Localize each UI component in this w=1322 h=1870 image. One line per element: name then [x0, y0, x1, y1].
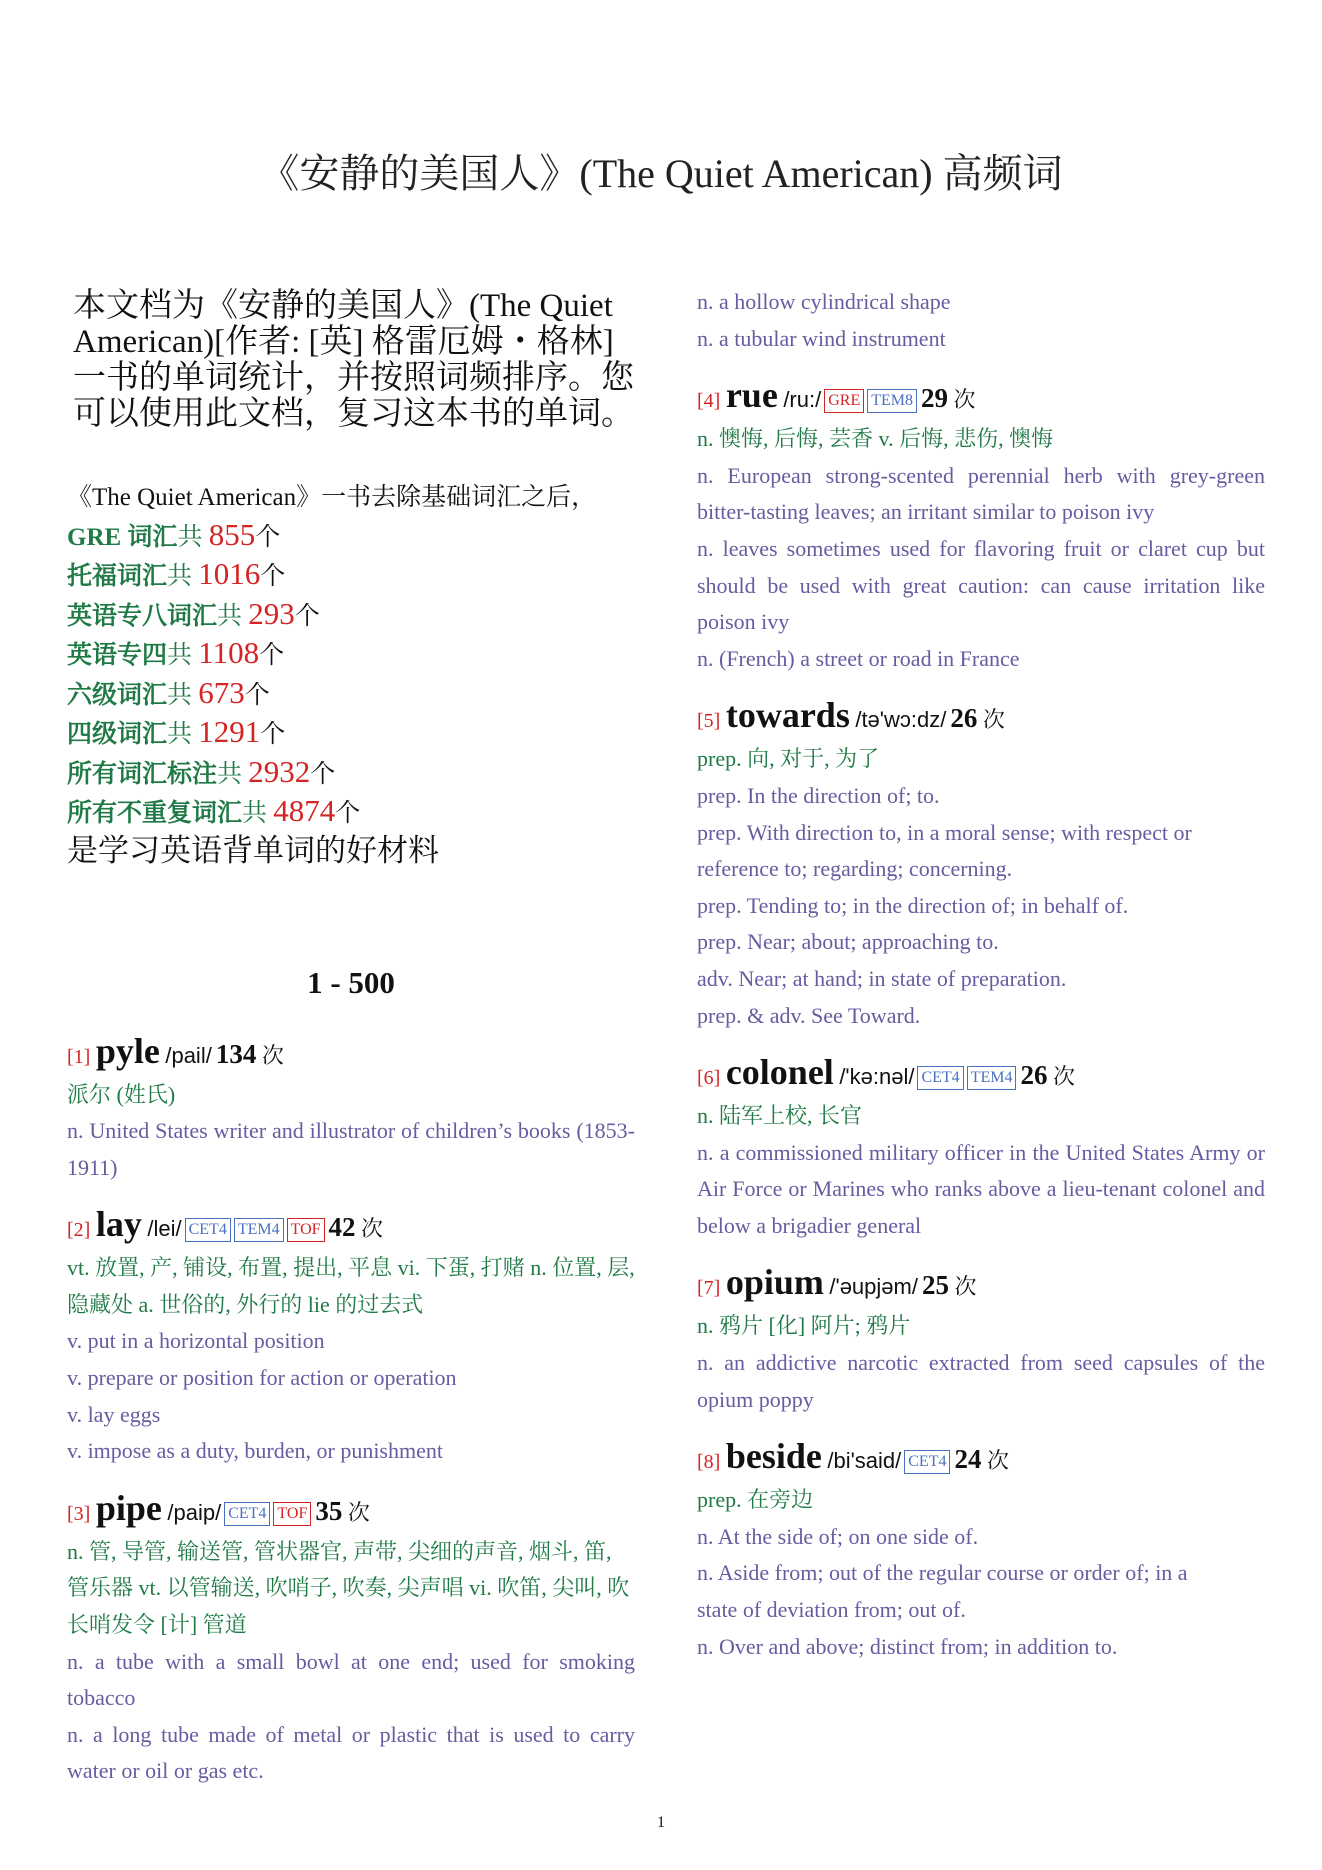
frequency-count: 134	[215, 1038, 257, 1069]
english-definition: n. Over and above; distinct from; in addition to.	[697, 1633, 1118, 1659]
entry-index: [2]	[67, 1219, 91, 1242]
chinese-definition: n. 陆军上校, 长官	[697, 1103, 863, 1129]
entry-index: [1]	[67, 1045, 91, 1068]
stat-label: 六级词汇	[67, 681, 168, 709]
english-definition: n. a hollow cylindrical shape	[697, 289, 951, 314]
english-definition: n. a long tube made of metal or plastic that is used to carry water or oil or gas etc.	[67, 1721, 635, 1784]
word-entry	[697, 1052, 1265, 1244]
headword: colonel	[725, 1052, 834, 1093]
stat-row	[67, 635, 635, 675]
english-definition: v. lay eggs	[67, 1401, 161, 1427]
chinese-definition: vt. 放置, 产, 铺设, 布置, 提出, 平息 vi. 下蛋, 打赌 n. 位置, 层, 隐藏处 a. 世俗的, 外行的 lie 的过去式	[67, 1255, 635, 1317]
entry-index: [7]	[697, 1277, 721, 1300]
stat-connector: 共	[167, 721, 199, 748]
english-definition: state of deviation from; out of.	[697, 1597, 966, 1623]
stat-connector: 共	[167, 642, 199, 669]
stat-row	[67, 596, 635, 636]
stat-count: 673	[198, 674, 245, 710]
entry-index: [4]	[697, 390, 721, 413]
entry-index: [5]	[697, 710, 721, 733]
word-entry	[697, 695, 1265, 1034]
stat-connector: 共	[177, 523, 209, 551]
english-definition: reference to; regarding; concerning.	[697, 856, 1013, 882]
chinese-definition: n. 懊悔, 后悔, 芸香 v. 后悔, 悲伤, 懊悔	[697, 426, 1054, 452]
entry-header	[67, 1204, 635, 1250]
chinese-definition: prep. 向, 对于, 为了	[697, 746, 880, 772]
frequency-count: 35	[315, 1495, 343, 1526]
frequency-count: 42	[328, 1212, 356, 1243]
english-definition: n. a commissioned military officer in the United States Army or Air Force or Marines who ranks above a lieu-tenant colonel and below a brigadier general	[697, 1139, 1265, 1238]
stat-row	[67, 793, 635, 833]
word-entry	[697, 1262, 1265, 1418]
entry-header	[697, 375, 1265, 421]
english-definition: n. United States writer and illustrator of children’s books (1853-1911)	[67, 1118, 635, 1180]
stat-unit: 个	[335, 800, 361, 827]
english-definition: v. put in a horizontal position	[67, 1328, 325, 1354]
continuation-definitions	[697, 284, 1265, 357]
stat-connector: 共	[217, 602, 249, 630]
frequency-unit: 次	[1052, 1064, 1075, 1090]
english-definition: prep. & adv. See Toward.	[697, 1002, 921, 1028]
stats-block	[67, 480, 635, 869]
frequency-unit: 次	[953, 387, 976, 413]
stat-unit: 个	[259, 642, 285, 669]
exam-tag: CET4	[185, 1218, 231, 1242]
stat-count: 1016	[198, 556, 261, 591]
exam-tag: CET4	[917, 1066, 963, 1090]
frequency-count: 26	[1020, 1060, 1048, 1091]
phonetic: /lei/	[147, 1216, 182, 1242]
headword: pyle	[95, 1030, 160, 1071]
entry-header	[67, 1488, 635, 1534]
left-column	[67, 282, 635, 1808]
stat-unit: 个	[244, 681, 270, 709]
english-definition: n. Aside from; out of the regular course or order of; in a	[697, 1560, 1188, 1586]
phonetic: /'əupjəm/	[829, 1274, 918, 1300]
chinese-definition: prep. 在旁边	[697, 1487, 814, 1513]
english-definition: prep. With direction to, in a moral sense; with respect or	[697, 819, 1192, 845]
exam-tag: TEM4	[234, 1218, 284, 1242]
frequency-unit: 次	[986, 1448, 1009, 1474]
word-entry	[697, 1436, 1265, 1665]
stat-connector: 共	[167, 681, 199, 709]
english-definition: prep. Tending to; in the direction of; in behalf of.	[697, 892, 1129, 918]
entry-header	[697, 1436, 1265, 1482]
right-column	[697, 284, 1265, 1683]
stat-row	[67, 754, 635, 794]
page-number: 1	[657, 1814, 665, 1831]
word-entry	[67, 1204, 635, 1470]
stat-count: 2932	[248, 753, 311, 789]
phonetic: /pail/	[165, 1042, 212, 1068]
stat-unit: 个	[255, 523, 281, 551]
stat-label: 所有不重复词汇	[67, 800, 243, 827]
phonetic: /paip/	[167, 1499, 222, 1525]
entries-left	[67, 1031, 635, 1791]
english-definition: v. prepare or position for action or operation	[67, 1365, 457, 1391]
phonetic: /bi'said/	[827, 1448, 902, 1474]
range-heading: 1 - 500	[307, 964, 395, 1000]
stat-connector: 共	[242, 800, 274, 827]
english-definition: adv. Near; at hand; in state of preparation.	[697, 965, 1067, 991]
exam-tag: TEM4	[967, 1066, 1017, 1090]
stat-label: 四级词汇	[67, 721, 168, 748]
frequency-unit: 次	[347, 1499, 370, 1525]
entry-header	[697, 695, 1265, 741]
english-definition: prep. In the direction of; to.	[697, 782, 940, 808]
english-definition: n. At the side of; on one side of.	[697, 1523, 979, 1549]
stat-label: 所有词汇标注	[67, 760, 218, 788]
headword: pipe	[95, 1487, 162, 1528]
stat-connector: 共	[167, 563, 199, 590]
english-definition: prep. Near; about; approaching to.	[697, 929, 999, 955]
document-title: 《安静的美国人》(The Quiet American) 高频词	[259, 151, 1063, 196]
headword: rue	[725, 375, 778, 416]
entry-header	[697, 1052, 1265, 1098]
word-entry	[67, 1031, 635, 1187]
stat-unit: 个	[310, 760, 336, 788]
stat-count: 4874	[273, 793, 336, 828]
intro-paragraph: 本文档为《安静的美国人》(The Quiet American)[作者: [英] 格雷厄姆・格林] 一书的单词统计，并按照词频排序。您可以使用此文档，复习这本书的单词。	[73, 288, 634, 432]
phonetic: /ru:/	[783, 387, 822, 413]
stat-unit: 个	[294, 602, 320, 630]
entries-right	[697, 375, 1265, 1665]
frequency-count: 26	[950, 703, 978, 734]
entry-index: [8]	[697, 1451, 721, 1474]
word-entry	[697, 375, 1265, 677]
stats-list	[67, 517, 635, 833]
english-definition: n. an addictive narcotic extracted from seed capsules of the opium poppy	[697, 1350, 1265, 1412]
stats-closing: 是学习英语背单词的好材料	[67, 832, 439, 868]
stat-row	[67, 714, 635, 754]
word-entry	[67, 1488, 635, 1790]
headword: towards	[725, 695, 850, 736]
frequency-unit: 次	[361, 1216, 384, 1242]
frequency-count: 29	[921, 383, 948, 414]
stat-row	[67, 556, 635, 596]
english-definition: n. a tube with a small bowl at one end; used for smoking tobacco	[67, 1648, 635, 1711]
frequency-unit: 次	[982, 707, 1005, 733]
stat-count: 293	[248, 595, 295, 631]
stat-label: 英语专八词汇	[67, 602, 218, 630]
stat-label: 英语专四	[67, 642, 168, 669]
phonetic: /tə'wɔ:dz/	[855, 707, 947, 733]
english-definition: v. impose as a duty, burden, or punishment	[67, 1438, 443, 1464]
english-definition: n. leaves sometimes used for flavoring fruit or claret cup but should be used with great caution: can cause irritation like poison ivy	[697, 535, 1265, 635]
frequency-count: 24	[954, 1444, 982, 1475]
stat-connector: 共	[217, 760, 249, 788]
exam-tag: CET4	[904, 1450, 950, 1474]
phonetic: /'kə:nəl/	[839, 1064, 915, 1090]
english-definition: n. a tubular wind instrument	[697, 325, 946, 351]
stat-unit: 个	[260, 721, 286, 748]
exam-tag: CET4	[224, 1502, 270, 1526]
exam-tag: TOF	[287, 1218, 325, 1242]
stat-label: GRE 词汇	[67, 523, 178, 551]
entry-header	[67, 1031, 635, 1077]
exam-tag: GRE	[824, 389, 864, 413]
headword: opium	[725, 1262, 824, 1303]
entry-index: [3]	[67, 1502, 91, 1525]
chinese-definition: n. 管, 导管, 输送管, 管状器官, 声带, 尖细的声音, 烟斗, 笛, 管乐器 vt. 以管输送, 吹哨子, 吹奏, 尖声唱 vi. 吹笛, 尖叫, 吹长哨发令 [计] 管道	[67, 1538, 630, 1638]
stat-count: 1108	[198, 635, 260, 670]
stat-row	[67, 675, 635, 715]
stat-count: 1291	[198, 714, 261, 749]
english-definition: n. (French) a street or road in France	[697, 645, 1020, 671]
entry-header	[697, 1262, 1265, 1308]
chinese-definition: 派尔 (姓氏)	[67, 1081, 176, 1107]
headword: beside	[725, 1436, 822, 1477]
stat-row	[67, 517, 635, 557]
stat-count: 855	[208, 516, 256, 552]
stat-label: 托福词汇	[67, 563, 168, 590]
exam-tag: TOF	[273, 1502, 311, 1526]
chinese-definition: n. 鸦片 [化] 阿片; 鸦片	[697, 1313, 911, 1339]
frequency-unit: 次	[261, 1042, 284, 1068]
headword: lay	[95, 1204, 142, 1245]
stats-lead: 《The Quiet American》一书去除基础词汇之后，	[67, 484, 597, 511]
stat-unit: 个	[260, 563, 286, 590]
exam-tag: TEM8	[867, 389, 917, 413]
english-definition: n. European strong-scented perennial herb with grey-green bitter-tasting leaves; an irritant similar to poison ivy	[697, 462, 1265, 525]
frequency-unit: 次	[954, 1274, 977, 1300]
entry-index: [6]	[697, 1067, 721, 1090]
frequency-count: 25	[921, 1270, 949, 1301]
